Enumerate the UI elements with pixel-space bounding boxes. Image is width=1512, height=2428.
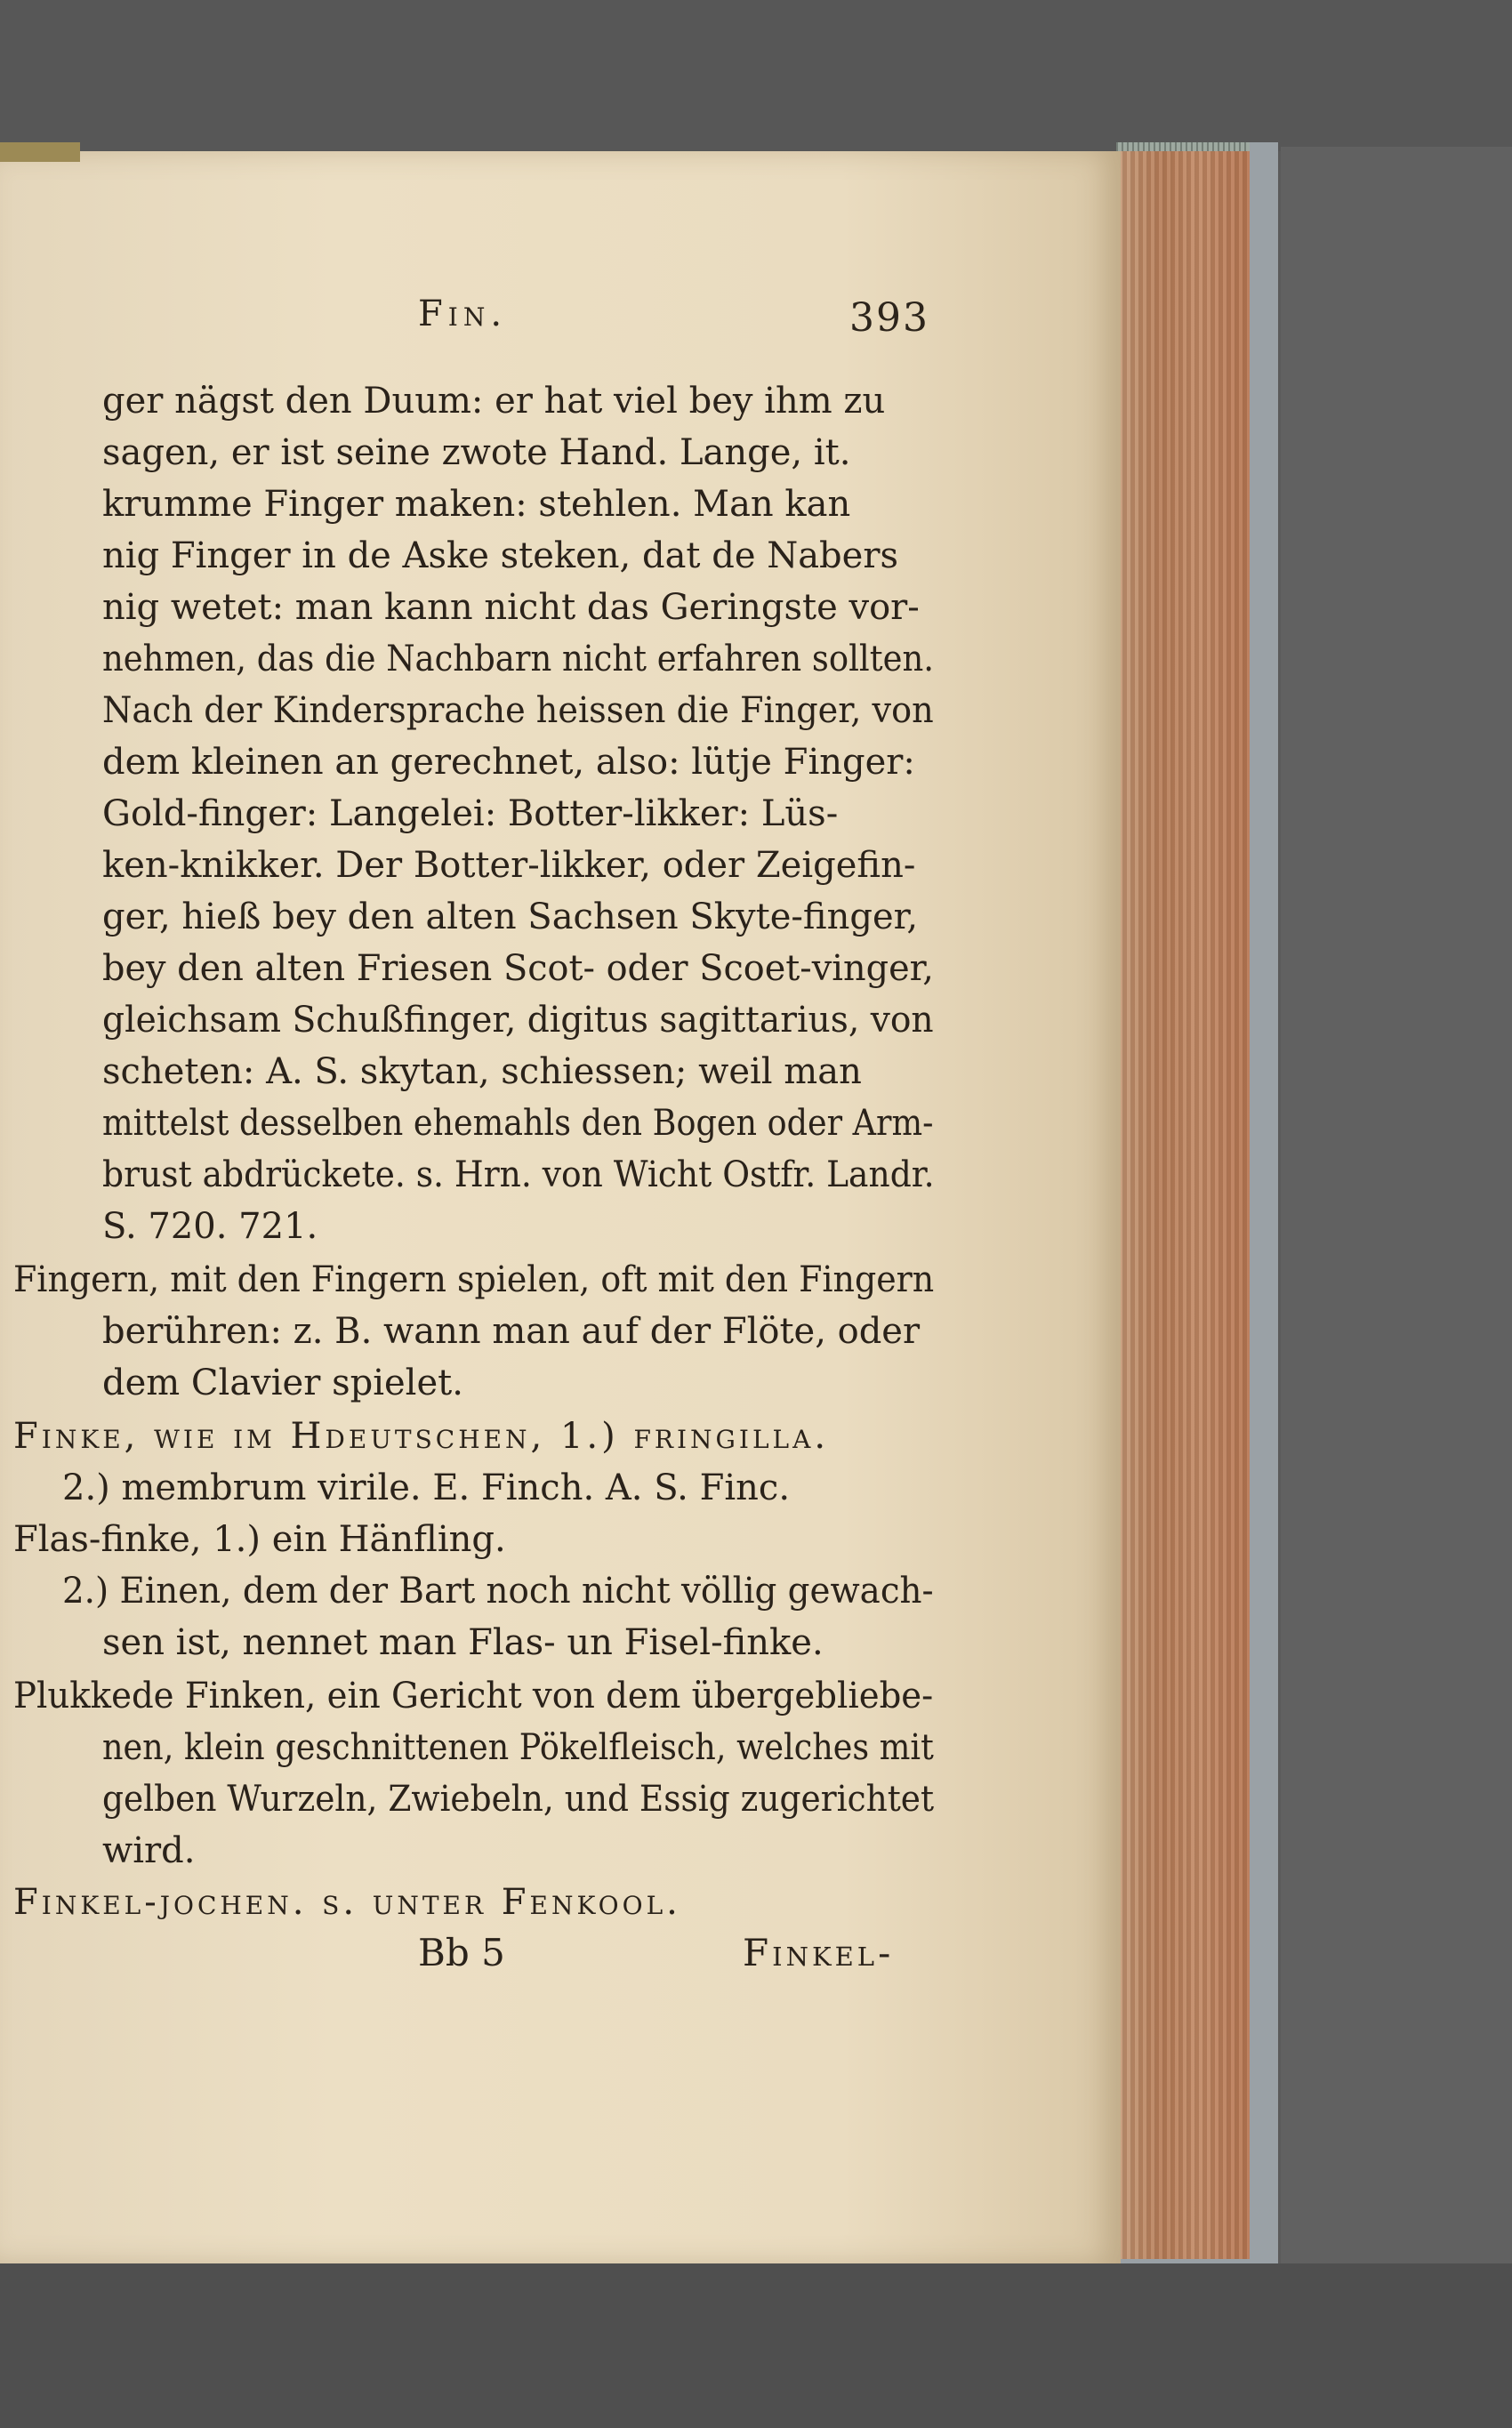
background-top (0, 0, 1512, 151)
text-line: sen ist, nennet man Flas- un Fisel-finke. (102, 1622, 824, 1663)
catchword: Finkel- (743, 1931, 895, 1974)
page-edges (1116, 151, 1250, 2259)
text-line: gelben Wurzeln, Zwiebeln, und Essig zugerichtet (102, 1779, 935, 1820)
entry-fingern: Fingern, mit den Fingern spielen, oft mit den Fingern (13, 1259, 935, 1300)
text-line: ger, hieß bey den alten Sachsen Skyte-finger, (102, 896, 919, 937)
page-number: 393 (849, 295, 929, 341)
text-line: wird. (102, 1830, 196, 1871)
text-line: Gold-finger: Langelei: Botter-likker: Lüs- (102, 793, 839, 834)
text-line: dem kleinen an gerechnet, also: lütje Finger: (102, 742, 915, 783)
text-line: ken-knikker. Der Botter-likker, oder Zeigefin- (102, 845, 916, 886)
text-line: gleichsam Schußfinger, digitus sagittarius, von (102, 1000, 934, 1041)
text-line: nehmen, das die Nachbarn nicht erfahren sollten. (102, 639, 935, 679)
text-line: krumme Finger maken: stehlen. Man kan (102, 484, 851, 525)
entry-finkel-jochen: Finkel-jochen. s. unter Fenkool. (13, 1882, 681, 1923)
text-line: nig wetet: man kann nicht das Geringste vor- (102, 587, 920, 628)
text-line: Nach der Kindersprache heissen die Finger, von (102, 690, 934, 731)
spine-strip (0, 142, 80, 162)
text-line: sagen, er ist seine zwote Hand. Lange, it. (102, 432, 851, 473)
text-line: S. 720. 721. (102, 1206, 318, 1247)
text-line: dem Clavier spielet. (102, 1363, 463, 1403)
text-line: berühren: z. B. wann man auf der Flöte, oder (102, 1311, 921, 1352)
text-line: 2.) Einen, dem der Bart noch nicht völlig gewach- (62, 1571, 934, 1612)
entry-flas-finke: Flas-finke, 1.) ein Hänfling. (13, 1519, 506, 1560)
entry-finke: Finke, wie im Hdeutschen, 1.) fringilla. (13, 1416, 830, 1457)
background-right (1281, 147, 1512, 2263)
text-line: nig Finger in de Aske steken, dat de Nabers (102, 535, 898, 576)
text-line: mittelst desselben ehemahls den Bogen oder Arm- (102, 1103, 934, 1144)
text-line: 2.) membrum virile. E. Finch. A. S. Finc. (62, 1467, 791, 1508)
text-line: nen, klein geschnittenen Pökelfleisch, welches mit (102, 1727, 934, 1768)
text-line: ger nägst den Duum: er hat viel bey ihm zu (102, 381, 886, 422)
background-bottom (0, 2263, 1512, 2428)
entry-plukkede-finken: Plukkede Finken, ein Gericht von dem übergebliebe- (13, 1676, 934, 1716)
text-line: brust abdrückete. s. Hrn. von Wicht Ostfr. Landr. (102, 1154, 935, 1195)
text-line: scheten: A. S. skytan, schiessen; weil man (102, 1051, 862, 1092)
signature-mark: Bb 5 (418, 1931, 505, 1974)
text-line: bey den alten Friesen Scot- oder Scoet-vinger, (102, 948, 934, 989)
running-head: Fin. (418, 293, 508, 334)
